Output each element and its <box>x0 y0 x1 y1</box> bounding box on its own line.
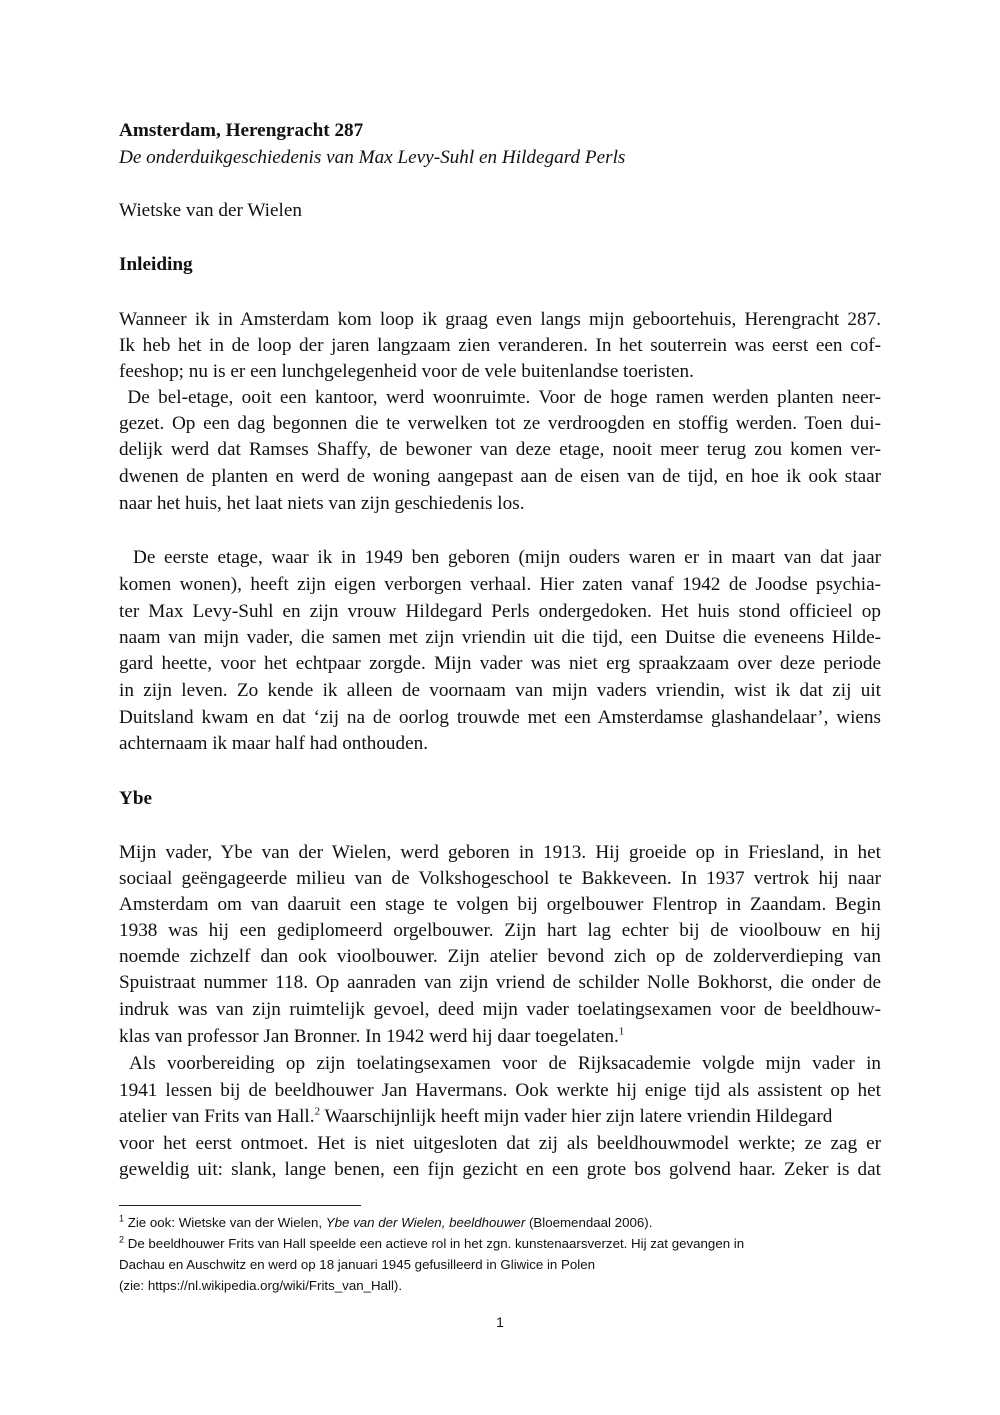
footnote-1 <box>119 1213 881 1232</box>
paragraph-line <box>119 1104 881 1130</box>
paragraph-line-text: Waarschijnlijk heeft mijn vader hier zijn latere vriendin Hildegard <box>320 1106 833 1127</box>
paragraph-line: naam van mijn vader, die samen met zijn vriendin uit die tijd, een Duitse die eveneens Hilde- <box>119 627 881 648</box>
footnote-2 <box>119 1234 881 1253</box>
footnote-text: (Bloemendaal 2006). <box>525 1215 653 1230</box>
footnote-mark: 2 <box>119 1234 125 1245</box>
paragraph-line: komen wonen), heeft zijn eigen verborgen verhaal. Hier zaten vanaf 1942 de Joodse psychia- <box>119 574 881 595</box>
paragraph-line: 1941 lessen bij de beeldhouwer Jan Havermans. Ook werkte hij enige tijd als assistent op het <box>119 1080 881 1101</box>
paragraph-line: feeshop; nu is er een lunchgelegenheid voor de vele buitenlandse toeristen. <box>119 361 694 382</box>
footnote-2-line[interactable]: (zie: https://nl.wikipedia.org/wiki/Frits_van_Hall). <box>119 1278 403 1293</box>
page-number: 1 <box>496 1314 504 1330</box>
paragraph-line: Als voorbereiding op zijn toelatingsexamen voor de Rijksacademie volgde mijn vader in <box>129 1053 881 1074</box>
paragraph-line: dwenen de planten en werd de woning aangepast aan de eisen van de tijd, en hoe ik ook staar <box>119 466 881 487</box>
paragraph-line: gard heette, voor het echtpaar zorgde. Mijn vader was niet erg spraakzaam over deze periode <box>119 653 881 674</box>
paragraph-line: delijk werd dat Ramses Shaffy, de bewoner van deze etage, nooit meer terug zou komen ver- <box>119 439 881 460</box>
paragraph-line: De bel-etage, ooit een kantoor, werd woonruimte. Voor de hoge ramen werden planten neer- <box>119 387 881 408</box>
paragraph-line: voor het eerst ontmoet. Het is niet uitgesloten dat zij als beeldhouwmodel werkte; ze zag er <box>119 1133 881 1154</box>
paragraph-line: Spuistraat nummer 118. Op aanraden van zijn vriend de schilder Nolle Bokhorst, die onder de <box>119 972 881 993</box>
footnote-book-title: Ybe van der Wielen, beeldhouwer <box>325 1215 526 1230</box>
paragraph-line: geweldig uit: slank, lange benen, een fijn gezicht en een grote bos golvend haar. Zeker is dat <box>119 1159 881 1180</box>
paragraph-line: in zijn leven. Zo kende ik alleen de voornaam van mijn vaders vriendin, wist ik dat zij uit <box>119 680 881 701</box>
paragraph-line: gezet. Op een dag begonnen die te verwelken tot ze verdroogden en stoffig werden. Toen dui- <box>119 413 881 434</box>
paragraph-line: Ik heb het in de loop der jaren langzaam zien veranderen. In het souterrein was eerst een cof- <box>119 335 881 356</box>
section-heading-ybe: Ybe <box>119 788 153 809</box>
footnote-ref[interactable]: 2 <box>314 1105 321 1118</box>
paragraph-line: Wanneer ik in Amsterdam kom loop ik graag even langs mijn geboortehuis, Herengracht 287. <box>119 309 881 330</box>
paragraph-line: De eerste etage, waar ik in 1949 ben geboren (mijn ouders waren er in maart van dat jaar <box>133 547 881 568</box>
document-subtitle: De onderduikgeschiedenis van Max Levy-Suhl en Hildegard Perls <box>119 147 626 168</box>
paragraph-line: Duitsland kwam en dat ‘zij na de oorlog trouwde met een Amsterdamse glashandelaar’, wiens <box>119 707 881 728</box>
footnote-2-line: Dachau en Auschwitz en werd op 18 januari 1945 gefusilleerd in Gliwice in Polen <box>119 1257 596 1272</box>
footnote-mark: 1 <box>119 1213 125 1224</box>
paragraph-line: achternaam ik maar half had onthouden. <box>119 733 429 754</box>
footnote-divider <box>119 1205 361 1206</box>
footnote-text: Zie ook: Wietske van der Wielen, <box>127 1215 326 1230</box>
footnote-ref[interactable]: 1 <box>618 1025 625 1038</box>
paragraph-line: naar het huis, het laat niets van zijn geschiedenis los. <box>119 493 525 514</box>
paragraph-line: sociaal geëngageerde milieu van de Volkshogeschool te Bakkeveen. In 1937 vertrok hij naar <box>119 868 881 889</box>
paragraph-line: 1938 was hij een gediplomeerd orgelbouwer. Zijn hart lag echter bij de vioolbouw en hij <box>119 920 881 941</box>
paragraph-line <box>119 1024 881 1050</box>
paragraph-line-text: atelier van Frits van Hall. <box>119 1106 315 1127</box>
paragraph-line: ter Max Levy-Suhl en zijn vrouw Hildegard Perls ondergedoken. Het huis stond officieel op <box>119 601 881 622</box>
section-heading-inleiding: Inleiding <box>119 254 193 275</box>
author-name: Wietske van der Wielen <box>119 200 302 221</box>
paragraph-line: indruk was van zijn ruimtelijk gevoel, deed mijn vader toelatingsexamen voor de beeldhouw- <box>119 999 881 1020</box>
footnote-text: De beeldhouwer Frits van Hall speelde een actieve rol in het zgn. kunstenaarsverzet. Hij zat gevangen in <box>127 1236 745 1251</box>
paragraph-line: Amsterdam om van daaruit een stage te volgen bij orgelbouwer Flentrop in Zaandam. Begin <box>119 894 881 915</box>
paragraph-line: noemde zichzelf dan ook vioolbouwer. Zijn atelier bevond zich op de zolderverdieping van <box>119 946 881 967</box>
paragraph-line-text: klas van professor Jan Bronner. In 1942 werd hij daar toegelaten. <box>119 1026 619 1047</box>
paragraph-line: Mijn vader, Ybe van der Wielen, werd geboren in 1913. Hij groeide op in Friesland, in het <box>119 842 881 863</box>
document-title: Amsterdam, Herengracht 287 <box>119 120 364 141</box>
